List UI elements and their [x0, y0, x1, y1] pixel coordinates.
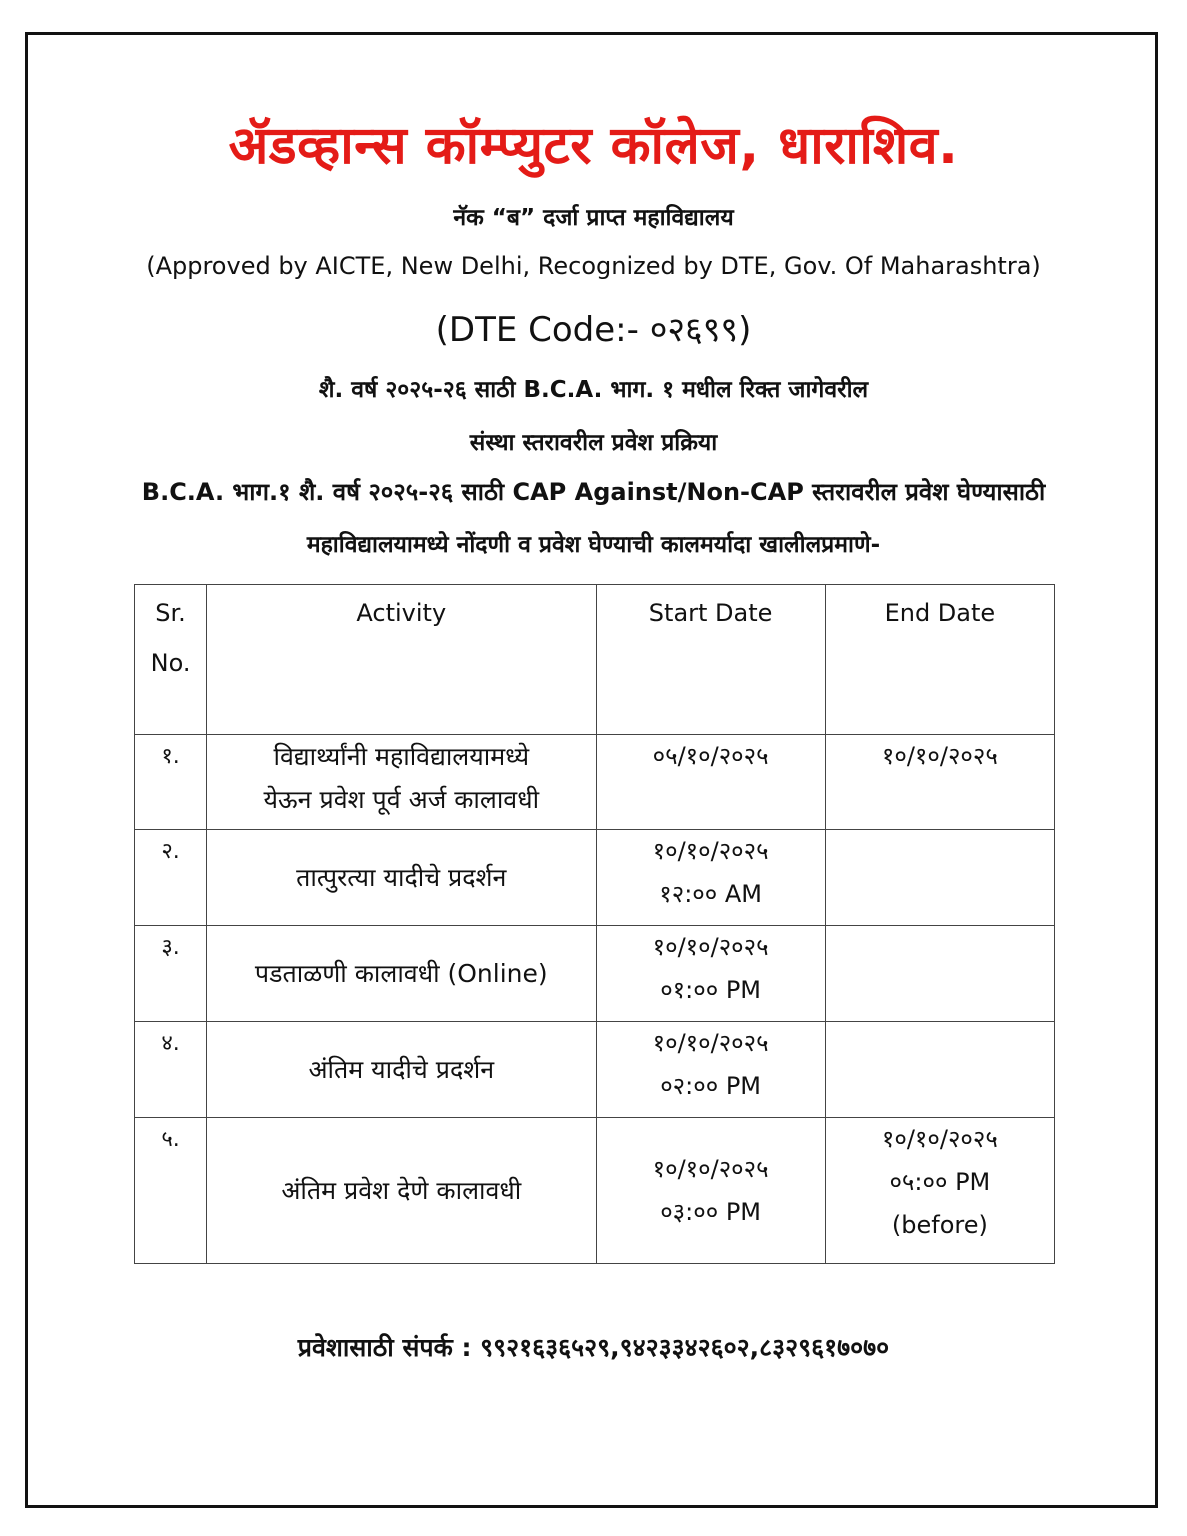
start-date: १०/१०/२०२५: [652, 933, 769, 961]
start-date-cell: [596, 926, 825, 1022]
header-start-date: Start Date: [596, 585, 825, 735]
header-sr-line-2: No.: [150, 649, 191, 677]
start-time: १२:०० AM: [659, 880, 762, 908]
start-date: ०५/१०/२०२५: [652, 742, 769, 770]
admission-schedule-table: [134, 584, 1055, 1264]
start-date-cell: [596, 735, 825, 830]
activity-line: पडताळणी कालावधी (Online): [254, 959, 548, 988]
approval-line: (Approved by AICTE, New Delhi, Recognized by DTE, Gov. Of Maharashtra): [146, 252, 1041, 280]
end-date: १०/१०/२०२५: [881, 1125, 998, 1153]
end-date-cell: [825, 1118, 1054, 1264]
activity-cell: [207, 926, 596, 1022]
header-sr-line-1: Sr.: [155, 599, 186, 627]
sr-cell: ४.: [135, 1022, 207, 1118]
activity-cell: [207, 1022, 596, 1118]
end-date-cell: [825, 1022, 1054, 1118]
start-time: ०२:०० PM: [660, 1072, 762, 1100]
activity-line: तात्पुरत्या यादीचे प्रदर्शन: [296, 863, 507, 892]
dte-code: (DTE Code:- ०२६९९): [435, 310, 752, 350]
notice-line-2: संस्था स्तरावरील प्रवेश प्रक्रिया: [469, 430, 718, 456]
end-date-cell: [825, 926, 1054, 1022]
end-date: १०/१०/२०२५: [881, 742, 998, 770]
notice-line-1: शै. वर्ष २०२५-२६ साठी B.C.A. भाग. १ मधील रिक्त जागेवरील: [318, 377, 869, 403]
table-row: [135, 1022, 1055, 1118]
notice-line-3: B.C.A. भाग.१ शै. वर्ष २०२५-२६ साठी CAP Against/Non-CAP स्तरावरील प्रवेश घेण्यासाठी: [141, 478, 1046, 506]
sr-cell: ५.: [135, 1118, 207, 1264]
sr-cell: २.: [135, 830, 207, 926]
activity-cell: [207, 735, 596, 830]
end-time: ०५:०० PM: [889, 1168, 991, 1196]
sr-cell: १.: [135, 735, 207, 830]
sr-cell: ३.: [135, 926, 207, 1022]
notice-line-4: महाविद्यालयामध्ये नोंदणी व प्रवेश घेण्याची कालमर्यादा खालीलप्रमाणे-: [306, 532, 881, 558]
start-time: ०३:०० PM: [660, 1197, 762, 1226]
table-row: [135, 830, 1055, 926]
end-note: (before): [891, 1211, 988, 1239]
header-activity: Activity: [207, 585, 596, 735]
start-date: १०/१०/२०२५: [652, 1154, 769, 1183]
start-date: १०/१०/२०२५: [652, 837, 769, 865]
header-end-date: End Date: [825, 585, 1054, 735]
header-sr-no: [135, 585, 207, 735]
activity-line: अंतिम यादीचे प्रदर्शन: [308, 1055, 495, 1084]
college-name: ॲडव्हान्स कॉम्प्युटर कॉलेज, धाराशिव.: [228, 116, 959, 176]
table-row: [135, 926, 1055, 1022]
activity-cell: [207, 1118, 596, 1264]
activity-line: विद्यार्थ्यांनी महाविद्यालयामध्ये: [273, 742, 530, 771]
end-date-cell: [825, 830, 1054, 926]
naac-grade: नॅक “ब” दर्जा प्राप्त महाविद्यालय: [453, 205, 734, 231]
start-date-cell: [596, 1118, 825, 1264]
start-time: ०१:०० PM: [660, 976, 762, 1004]
admission-contact: प्रवेशासाठी संपर्क : ९९२१६३६५२९,९४२३३४२६०२,८३२९६१७०७०: [297, 1333, 890, 1362]
table-row: [135, 735, 1055, 830]
start-date-cell: [596, 830, 825, 926]
table-row: [135, 1118, 1055, 1264]
start-date: १०/१०/२०२५: [652, 1029, 769, 1057]
activity-line: अंतिम प्रवेश देणे कालावधी: [281, 1176, 522, 1205]
activity-cell: [207, 830, 596, 926]
start-date-cell: [596, 1022, 825, 1118]
end-date-cell: [825, 735, 1054, 830]
table-header-row: [135, 585, 1055, 735]
activity-line: येऊन प्रवेश पूर्व अर्ज कालावधी: [263, 785, 540, 814]
